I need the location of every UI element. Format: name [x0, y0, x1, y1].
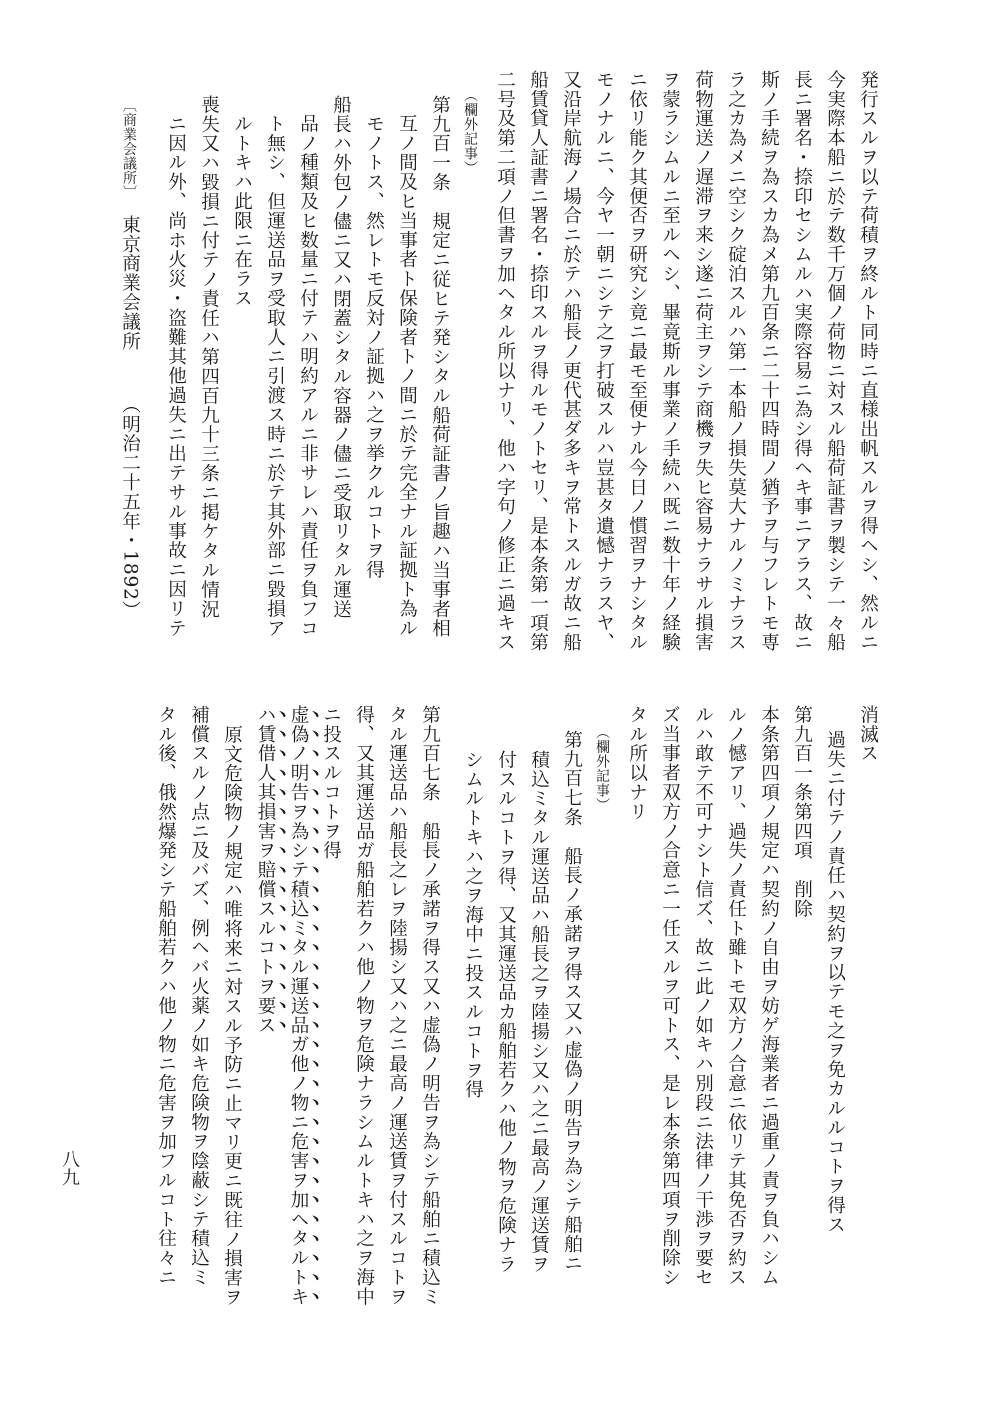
source-era: （明治二十五年・1892）	[119, 395, 141, 621]
text-line: ヲ蒙ラシムルニ至ルヘシ、畢竟斯ル事業ノ手続ハ既ニ数十年ノ経験	[659, 70, 681, 652]
text-line: タル運送品ハ船長之レヲ陸揚シ又ハ之ニ最高ノ運送賃ヲ付スルコトヲ	[386, 705, 408, 1307]
text-line: ルノ憾アリ、過失ノ責任ト雖トモ双方ノ合意ニ依リテ其免否ヲ約ス	[725, 705, 747, 1287]
text-line: 第九百七条 船長ノ承諾ヲ得ス又ハ虚偽ノ明告ヲ為シテ船舶ニ	[561, 730, 583, 1274]
text-line: ラ之カ為メニ空シク碇泊スルハ第一本船ノ損失莫大ナルノミナラス	[725, 70, 747, 652]
text-line: 又沿岸航海ノ場合ニ於テハ船長ノ更代甚ダ多キヲ常トスルガ故ニ船	[560, 70, 582, 652]
text-line: 積込ミタル運送品ハ船長之ヲ陸揚シ又ハ之ニ最高ノ運送賃ヲ	[528, 750, 550, 1274]
text-line: モノナルニ、今ヤ一朝ニシテ之ヲ打破スルハ豈甚タ遺憾ナラスヤ、	[593, 70, 615, 652]
text-line-emphasis: ハ賃借人其損害ヲ賠償スルコトヲ要ス	[255, 705, 276, 1035]
text-line: 第九百七条 船長ノ承諾ヲ得ス又ハ虚偽ノ明告ヲ為シテ船舶ニ積込ミ	[419, 705, 441, 1307]
text-line: ズ当事者双方ノ合意ニ一任スルヲ可トス、是レ本条第四項ヲ削除シ	[659, 705, 681, 1287]
text-line: 付スルコトヲ得、又其運送品カ船舶若クハ他ノ物ヲ危険ナラ	[495, 750, 517, 1274]
text-line: ニ因ル外、尚ホ火災・盗難其他過失ニ出テサル事故ニ因リテ	[165, 114, 187, 638]
text-line: ト無シ、但運送品ヲ受取人ニ引渡ス時ニ於テ其外部ニ毀損ア	[264, 114, 286, 638]
text-line: 荷物運送ノ遅滞ヲ来シ遂ニ荷主ヲシテ商機ヲ失ヒ容易ナラサル損害	[692, 70, 714, 652]
text-line: シムルトキハ之ヲ海中ニ投スルコトヲ得	[462, 750, 484, 1100]
text-line: 第九百一条第四項 削除	[791, 705, 813, 919]
text-line: 原文危険物ノ規定ハ唯将来ニ対スル予防ニ止マリ更ニ既往ノ損害ヲ	[221, 725, 243, 1307]
text-line: 今実際本船ニ於テ数千万個ノ荷物ニ対スル船荷証書ヲ製シテ一々船	[824, 70, 846, 652]
text-line: 互ノ間及ヒ当事者ト保険者トノ間ニ於テ完全ナル証拠ト為ル	[396, 114, 418, 638]
source-name: 東京商業会議所	[119, 215, 141, 351]
source-bracket: 〔商業会議所〕	[121, 98, 137, 200]
text-line: 斯ノ手続ヲ為スカ為メ第九百条ニ二十四時間ノ猶予ヲ与フレトモ専	[758, 70, 780, 652]
text-line: 船長ハ外包ノ儘ニ又ハ閉蓋シタル容器ノ儘ニ受取リタル運送	[330, 95, 352, 619]
text-line: タル所以ナリ	[626, 705, 648, 822]
text-line: 第九百一条 規定ニ従ヒテ発シタル船荷証書ノ旨趣ハ当事者相	[429, 95, 451, 639]
text-line: 過失ニ付テノ責任ハ契約ヲ以テモ之ヲ免カルルコトヲ得ス	[824, 730, 846, 1235]
text-line-emphasis: 虚偽ノ明告ヲ為シテ積込ミタル運送品ガ他ノ物ニ危害ヲ加ヘタルトキ	[288, 705, 309, 1307]
text-line: タル後、俄然爆発シテ船舶若クハ他ノ物ニ危害ヲ加フルコト往々ニ	[155, 705, 177, 1287]
text-line: 喪失又ハ毀損ニ付テノ責任ハ第四百九十三条ニ掲ケタル情況	[198, 95, 220, 619]
text-line: 消滅ス	[857, 705, 879, 764]
marginal-note-label: （欄外記事）	[462, 88, 478, 175]
text-line: 本条第四項ノ規定ハ契約ノ自由ヲ妨ゲ海業者ニ過重ノ責ヲ負ハシム	[758, 705, 780, 1287]
text-line: 品ノ種類及ヒ数量ニ付テハ明約アルニ非サレハ責任ヲ負フコ	[297, 114, 319, 638]
text-line: 船賃貸人証書ニ署名・捺印スルヲ得ルモノトセリ、是本条第一項第	[527, 70, 549, 652]
text-line: ニ投スルコトヲ得	[320, 705, 342, 861]
text-line: 二号及第二項ノ但書ヲ加ヘタル所以ナリ、他ハ字句ノ修正ニ過キス	[494, 70, 516, 652]
text-line: 発行スルヲ以テ荷積ヲ終ルト同時ニ直様出帆スルヲ得ヘシ、然ルニ	[857, 70, 879, 652]
text-line: モノトス、然レトモ反対ノ証拠ハ之ヲ挙クルコトヲ得	[363, 114, 385, 580]
text-line: 長ニ署名・捺印セシムルハ実際容易ニ為シ得ヘキ事ニアラス、故ニ	[791, 70, 813, 652]
text-line: ルトキハ此限ニ在ラス	[231, 114, 253, 308]
text-line: 補償スルノ点ニ及バズ、例ヘバ火薬ノ如キ危険物ヲ陰蔽シテ積込ミ	[188, 705, 210, 1287]
text-line: ルハ敢テ不可ナシト信ズ、故ニ此ノ如キハ別段ニ法律ノ干渉ヲ要セ	[692, 705, 714, 1287]
marginal-note-label: （欄外記事）	[594, 725, 610, 812]
text-line: ニ依リ能ク其便否ヲ研究シ竟ニ最モ至便ナル今日ノ慣習ヲナシタル	[626, 70, 648, 652]
text-line: 得、又其運送品ガ船舶若クハ他ノ物ヲ危険ナラシムルトキハ之ヲ海中	[353, 705, 375, 1307]
page-number: 八九	[59, 1150, 80, 1186]
